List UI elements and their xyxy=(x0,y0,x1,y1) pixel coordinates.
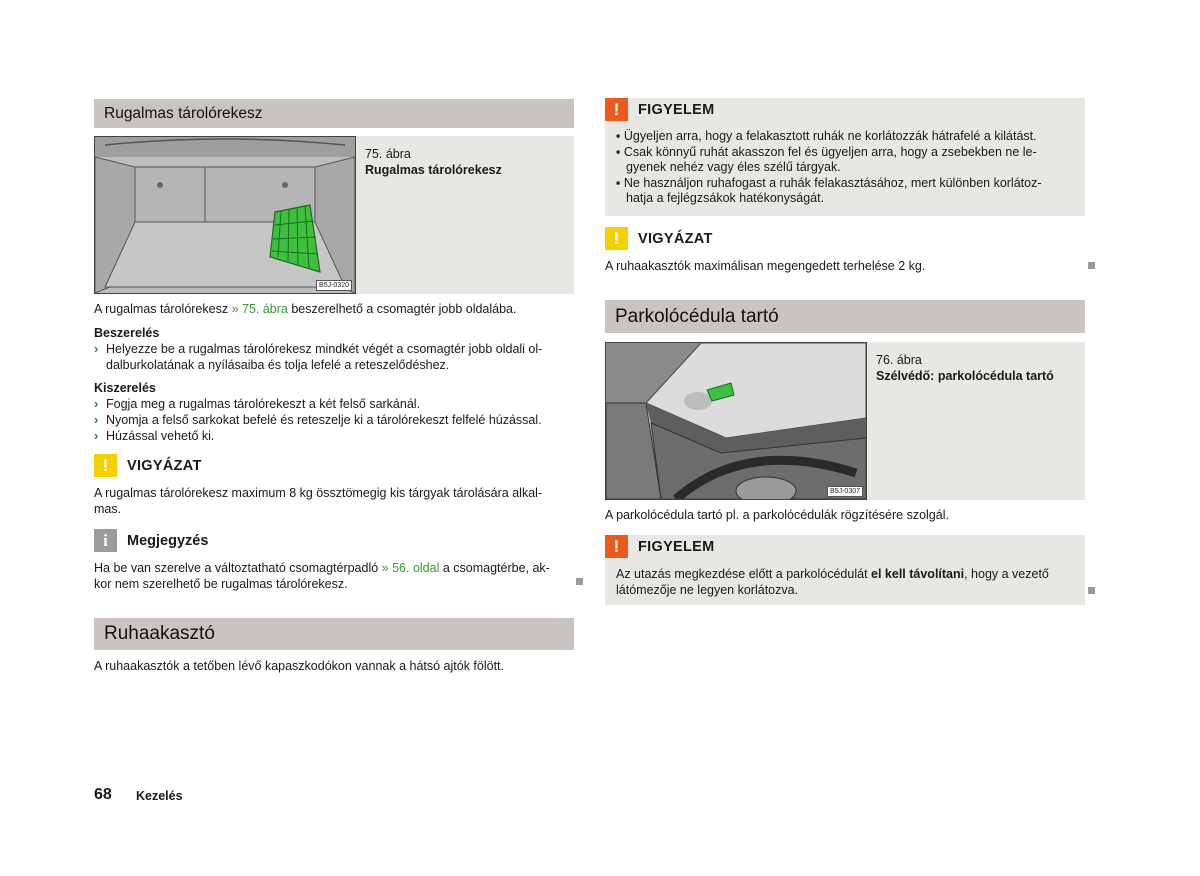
remove-header: Kiszerelés xyxy=(94,381,156,395)
section-title-parkolocedula xyxy=(605,300,1085,333)
windshield-illustration xyxy=(605,342,867,500)
note-heading xyxy=(94,529,208,552)
section-title-text: Parkolócédula tartó xyxy=(615,305,779,327)
step-arrow-icon: › xyxy=(94,397,99,411)
step-text: Helyezze be a rugalmas tárolórekesz mindkét végét a csomagtér jobb oldali ol- xyxy=(106,342,543,356)
section-end-marker xyxy=(1088,262,1095,269)
section-end-marker xyxy=(1088,587,1095,594)
section-title-text: Rugalmas tárolórekesz xyxy=(104,104,263,122)
caution-text: A ruhaakasztók maximálisan megengedett terhelése 2 kg. xyxy=(605,259,926,273)
warning-heading xyxy=(605,535,715,558)
figure-code: B5J-0307 xyxy=(827,486,863,497)
figure-title: Rugalmas tárolórekesz xyxy=(365,163,502,177)
note-title: Megjegyzés xyxy=(127,532,209,549)
step-text: Húzással vehető ki. xyxy=(106,429,215,443)
page-link[interactable]: » 56. oldal xyxy=(381,561,440,575)
figure-75-caption xyxy=(365,146,565,178)
warning-icon: ! xyxy=(605,98,628,121)
remove-step xyxy=(94,413,586,429)
chapter-name: Kezelés xyxy=(136,789,183,803)
caution-icon: ! xyxy=(605,227,628,250)
caution-heading xyxy=(605,227,713,250)
section-title-rugalmas xyxy=(94,99,574,128)
warning-line: gyenek nehéz vagy éles szélű tárgyak. xyxy=(626,160,841,174)
warning-line: ▪ Ügyeljen arra, hogy a felakasztott ruhák ne korlátozzák hátrafelé a kilátást. xyxy=(616,129,1037,143)
warning-list xyxy=(616,129,1076,207)
trunk-illustration xyxy=(94,136,356,294)
windshield-drawing xyxy=(606,343,866,499)
step-arrow-icon: › xyxy=(94,342,99,356)
warning-text xyxy=(616,567,1076,598)
figure-75-box xyxy=(94,136,574,294)
info-icon: i xyxy=(94,529,117,552)
warning-line: ▪ Ne használjon ruhafogast a ruhák felakasztásához, mert különben korlátoz- xyxy=(616,175,1042,190)
intro-text-end: beszerelhető a csomagtér jobb oldalába. xyxy=(287,302,517,316)
section-end-marker xyxy=(576,578,583,585)
warning-text-part: , hogy a vezető xyxy=(964,567,1049,581)
section-title-text: Ruhaakasztó xyxy=(104,623,215,644)
caution-text xyxy=(94,486,574,517)
warning-text-part: látómezője ne legyen korlátozva. xyxy=(616,582,799,597)
figure-number: 76. ábra xyxy=(876,353,922,367)
remove-step xyxy=(94,429,586,445)
note-text xyxy=(94,561,574,592)
figure-code: B5J-0320 xyxy=(316,280,352,291)
caution-icon: ! xyxy=(94,454,117,477)
warning-box-2 xyxy=(605,535,1085,605)
step-text: Fogja meg a rugalmas tárolórekeszt a két felső sarkánál. xyxy=(106,397,421,411)
warning-box-1 xyxy=(605,98,1085,216)
caution-heading xyxy=(94,454,202,477)
caution-title: VIGYÁZAT xyxy=(638,230,713,247)
figure-link[interactable]: » 75. ábra xyxy=(231,302,288,316)
figure-number: 75. ábra xyxy=(365,147,411,161)
trunk-drawing xyxy=(95,137,355,293)
warning-title: FIGYELEM xyxy=(638,538,715,555)
warning-text-part: Az utazás megkezdése előtt a parkolócédulát xyxy=(616,567,872,581)
figure-76-caption xyxy=(876,352,1076,384)
install-step xyxy=(94,342,586,373)
ruhaakaszto-text: A ruhaakasztók a tetőben lévő kapaszkodókon vannak a hátsó ajtók fölött. xyxy=(94,659,504,673)
install-header: Beszerelés xyxy=(94,326,160,340)
parkolocedula-intro: A parkolócédula tartó pl. a parkolócédulák rögzítésére szolgál. xyxy=(605,508,949,522)
caution-line: mas. xyxy=(94,501,122,516)
warning-line: hatja a fejlégzsákok hatékonyságát. xyxy=(626,191,825,205)
section-title-ruhaakaszto xyxy=(94,618,574,650)
figure-title: Szélvédő: parkolócédula tartó xyxy=(876,369,1054,383)
remove-step xyxy=(94,397,586,413)
warning-heading xyxy=(605,98,715,121)
step-arrow-icon: › xyxy=(94,429,99,443)
note-text-part: kor nem szerelhető be rugalmas tárolórekesz. xyxy=(94,576,348,591)
step-text: dalburkolatának a nyílásaiba és tolja lefelé a reteszelődéshez. xyxy=(106,357,450,372)
warning-icon: ! xyxy=(605,535,628,558)
note-text-part: a csomagtérbe, ak- xyxy=(439,561,550,575)
intro-text: A rugalmas tárolórekesz xyxy=(94,302,232,316)
warning-line: ▪ Csak könnyű ruhát akasszon fel és ügyeljen arra, hogy a zsebekben ne le- xyxy=(616,144,1037,159)
step-arrow-icon: › xyxy=(94,413,99,427)
intro-paragraph xyxy=(94,302,574,318)
page-number: 68 xyxy=(94,786,112,803)
caution-line: A rugalmas tárolórekesz maximum 8 kg össztömegig kis tárgyak tárolására alkal- xyxy=(94,486,543,500)
figure-76-box xyxy=(605,342,1085,500)
warning-title: FIGYELEM xyxy=(638,101,715,118)
warning-emphasis: el kell távolítani xyxy=(871,567,965,581)
note-text-part: Ha be van szerelve a változtatható csomagtérpadló xyxy=(94,561,382,575)
caution-title: VIGYÁZAT xyxy=(127,457,202,474)
step-text: Nyomja a felső sarkokat befelé és reteszelje ki a tárolórekeszt felfelé húzással. xyxy=(106,413,542,427)
